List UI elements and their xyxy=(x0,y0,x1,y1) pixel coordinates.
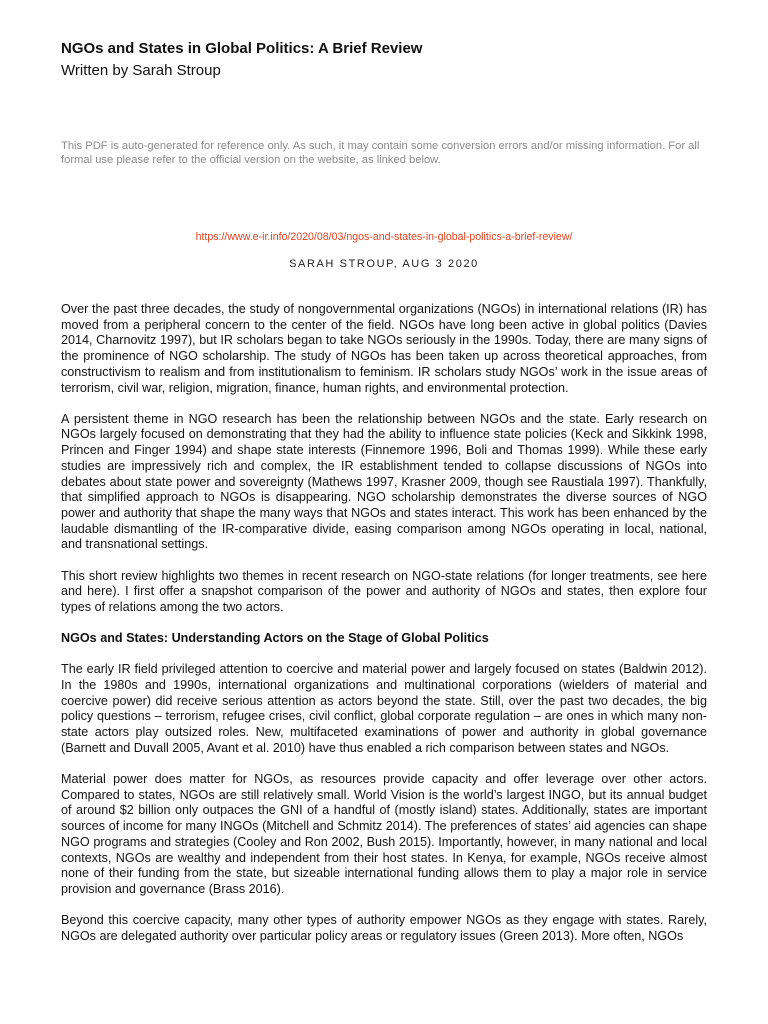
paragraph-3: This short review highlights two themes in recent research on NGO-state relations (for longer treatments, see here and here). I first offer a snapshot comparison of the power and authority of NGOs and states, then explore four types of relations among the two actors. xyxy=(61,568,707,614)
paragraph-4: The early IR field privileged attention to coercive and material power and largely focused on states (Baldwin 2012). In the 1980s and 1990s, international organizations and multinational corporations (wielders of material and coercive power) did receive serious attention as actors beyond the state. Still, over the past two decades, the big policy questions – terrorism, refugee crises, civil conflict, global corporate regulation – are ones in which many non-state actors play outsized roles. New, multifaceted examinations of power and authority in global governance (Barnett and Duvall 2005, Avant et al. 2010) have thus enabled a rich comparison between states and NGOs. xyxy=(61,662,707,755)
source-url-link[interactable]: https://www.e-ir.info/2020/08/03/ngos-and-states-in-global-politics-a-brief-review/ xyxy=(195,231,573,243)
byline: SARAH STROUP, AUG 3 2020 xyxy=(289,258,479,270)
pdf-disclaimer: This PDF is auto-generated for reference only. As such, it may contain some conversion errors and/or missing information. For all formal use please refer to the official version on the website, as linked below. xyxy=(61,140,700,166)
article-body xyxy=(61,302,707,960)
paragraph-1: Over the past three decades, the study of nongovernmental organizations (NGOs) in international relations (IR) has moved from a peripheral concern to the center of the field. NGOs have long been active in global politics (Davies 2014, Charnovitz 1997), but IR scholars began to take NGOs seriously in the 1990s. Today, there are many signs of the prominence of NGO scholarship. The study of NGOs has been taken up across theoretical approaches, from constructivism to realism and from institutionalism to feminism. IR scholars study NGOs’ work in the issue areas of terrorism, civil war, religion, migration, finance, human rights, and environmental protection. xyxy=(61,302,707,395)
author-line: Written by Sarah Stroup xyxy=(61,62,221,79)
paragraph-5: Material power does matter for NGOs, as resources provide capacity and offer leverage over other actors. Compared to states, NGOs are still relatively small. World Vision is the world’s largest INGO, but its annual budget of around $2 billion only outpaces the GNI of a handful of (mostly island) states. Additionally, states are important sources of income for many INGOs (Mitchell and Schmitz 2014). The preferences of states’ aid agencies can shape NGO programs and strategies (Cooley and Ron 2002, Bush 2015). Importantly, however, in many national and local contexts, NGOs are wealthy and independent from their host states. In Kenya, for example, NGOs receive almost none of their funding from the state, but sizeable international funding allows them to play a major role in service provision and governance (Brass 2016). xyxy=(61,772,707,896)
paragraph-6: Beyond this coercive capacity, many other types of authority empower NGOs as they engage with states. Rarely, NGOs are delegated authority over particular policy areas or regulatory issues (Green 2013). More often, NGOs xyxy=(61,913,707,943)
paragraph-2: A persistent theme in NGO research has been the relationship between NGOs and the state. Early research on NGOs largely focused on demonstrating that they had the ability to influence state policies (Keck and Sikkink 1998, Princen and Finger 1994) and shape state interests (Finnemore 1996, Boli and Thomas 1999). While these early studies are impressively rich and complex, the IR establishment tended to collapse discussions of NGOs into debates about state power and sovereignty (Mathews 1997, Krasner 2009, though see Raustiala 1997). Thankfully, that simplified approach to NGOs is disappearing. NGO scholarship demonstrates the diverse sources of NGO power and authority that shape the many ways that NGOs and states interact. This work has been enhanced by the laudable dismantling of the IR-comparative divide, easing comparison among NGOs operating in local, national, and transnational settings. xyxy=(61,411,707,552)
section-heading: NGOs and States: Understanding Actors on the Stage of Global Politics xyxy=(61,631,489,646)
document-title: NGOs and States in Global Politics: A Brief Review xyxy=(61,40,423,57)
